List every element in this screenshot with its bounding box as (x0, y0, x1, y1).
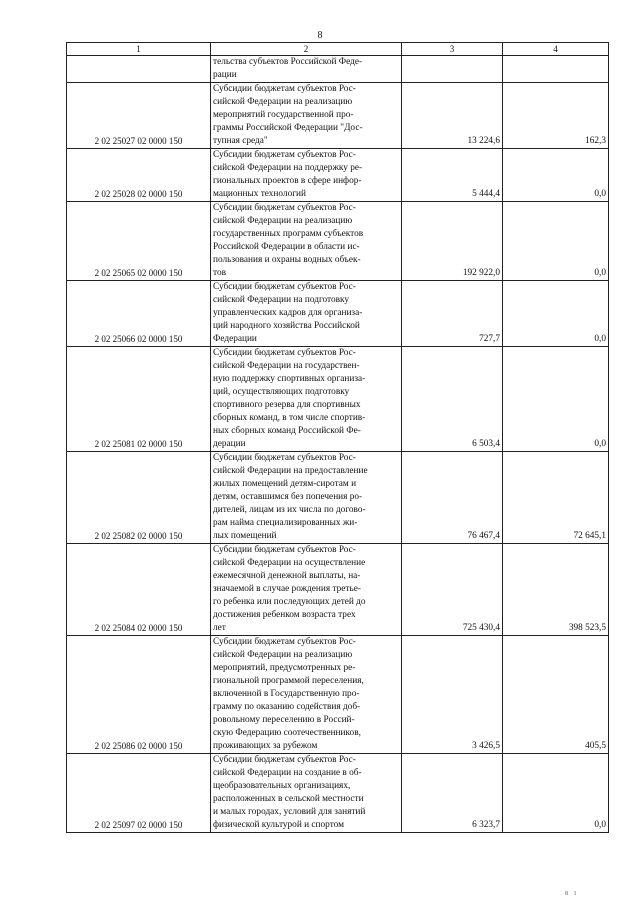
col4-value-cell: 0,0 (503, 281, 609, 347)
page-number: 8 (317, 30, 323, 41)
table-row (67, 636, 609, 754)
table-row (67, 149, 609, 202)
header-row (67, 43, 609, 56)
name-cell: Субсидии бюджетам субъектов Рос- сийской Федерации на реализацию государственных программ субъектов Российской Федерации в области ис- пользования и охраны водных объек- тов (211, 202, 402, 281)
col3-value-cell: 13 224,6 (402, 83, 503, 149)
table-body (67, 56, 609, 833)
code-cell: 2 02 25027 02 0000 150 (67, 83, 211, 149)
col3-value-cell: 5 444,4 (402, 149, 503, 202)
continuation-row (67, 56, 609, 83)
col3-value-cell: 6 503,4 (402, 347, 503, 452)
name-cell: Субсидии бюджетам субъектов Рос- сийской Федерации на реализацию мероприятий государственной про- граммы Российской Федерации "Дос- тупная среда" (211, 83, 402, 149)
name-cell: Субсидии бюджетам субъектов Рос- сийской Федерации на государствен- ную поддержку спортивных организа- ций, осуществляющих подготовку спортивного резерва для спортивных сборных команд, в том числе спортив- ных сборных команд Российской Фе- дерации (211, 347, 402, 452)
header-col-4: 4 (503, 43, 609, 56)
header-col-3: 3 (402, 43, 503, 56)
code-cell: 2 02 25066 02 0000 150 (67, 281, 211, 347)
table-header (67, 43, 609, 56)
continuation-col3-cell (402, 56, 503, 83)
name-cell: Субсидии бюджетам субъектов Рос- сийской Федерации на реализацию мероприятий, предусмотренных ре- гиональной программой переселения, включенной в Государственную про- грамму по оказанию содействия доб- ровольному переселению в Россий- скую Федерацию соотечественников, проживающих за рубежом (211, 636, 402, 754)
table-row (67, 544, 609, 636)
table-row (67, 452, 609, 544)
col4-value-cell: 0,0 (503, 347, 609, 452)
table-row (67, 754, 609, 833)
code-cell: 2 02 25086 02 0000 150 (67, 636, 211, 754)
col4-value-cell: 398 523,5 (503, 544, 609, 636)
col3-value-cell: 76 467,4 (402, 452, 503, 544)
col4-value-cell: 405,5 (503, 636, 609, 754)
code-cell: 2 02 25081 02 0000 150 (67, 347, 211, 452)
col4-value-cell: 72 645,1 (503, 452, 609, 544)
table-row (67, 83, 609, 149)
col3-value-cell: 727,7 (402, 281, 503, 347)
table-row (67, 281, 609, 347)
col3-value-cell: 725 430,4 (402, 544, 503, 636)
code-cell: 2 02 25028 02 0000 150 (67, 149, 211, 202)
name-cell: Субсидии бюджетам субъектов Рос- сийской Федерации на осуществление ежемесячной денежной выплаты, на- значаемой в случае рождения третье- го ребенка или последующих детей до достижения ребенком возраста трех лет (211, 544, 402, 636)
code-cell: 2 02 25084 02 0000 150 (67, 544, 211, 636)
table-row (67, 347, 609, 452)
code-cell: 2 02 25082 02 0000 150 (67, 452, 211, 544)
col4-value-cell: 0,0 (503, 149, 609, 202)
continuation-col4-cell (503, 56, 609, 83)
col3-value-cell: 192 922,0 (402, 202, 503, 281)
name-cell: Субсидии бюджетам субъектов Рос- сийской Федерации на создание в об- щеобразовательных организациях, расположенных в сельской местности и малых городах, условий для занятий физической культурой и спортом (211, 754, 402, 833)
name-cell: Субсидии бюджетам субъектов Рос- сийской Федерации на поддержку ре- гиональных проектов в сфере инфор- мационных технологий (211, 149, 402, 202)
col4-value-cell: 0,0 (503, 754, 609, 833)
name-cell: Субсидии бюджетам субъектов Рос- сийской Федерации на подготовку управленческих кадров для организа- ций народного хозяйства Российской Федерации (211, 281, 402, 347)
col3-value-cell: 3 426,5 (402, 636, 503, 754)
code-cell: 2 02 25097 02 0000 150 (67, 754, 211, 833)
col3-value-cell: 6 323,7 (402, 754, 503, 833)
name-cell: Субсидии бюджетам субъектов Рос- сийской Федерации на предоставление жилых помещений детям-сиротам и детям, оставшимся без попечения ро- дителей, лицам из их числа по догово- рам найма специализированных жи- лых помещений (211, 452, 402, 544)
code-cell: 2 02 25065 02 0000 150 (67, 202, 211, 281)
col4-value-cell: 162,3 (503, 83, 609, 149)
continuation-code-cell (67, 56, 211, 83)
header-col-2: 2 (211, 43, 402, 56)
header-col-1: 1 (67, 43, 211, 56)
table-row (67, 202, 609, 281)
continuation-name-cell: тельства субъектов Российской Феде- рации (211, 56, 402, 83)
corner-mark: 8 1 (565, 891, 579, 897)
col4-value-cell: 0,0 (503, 202, 609, 281)
budget-table (66, 42, 609, 833)
